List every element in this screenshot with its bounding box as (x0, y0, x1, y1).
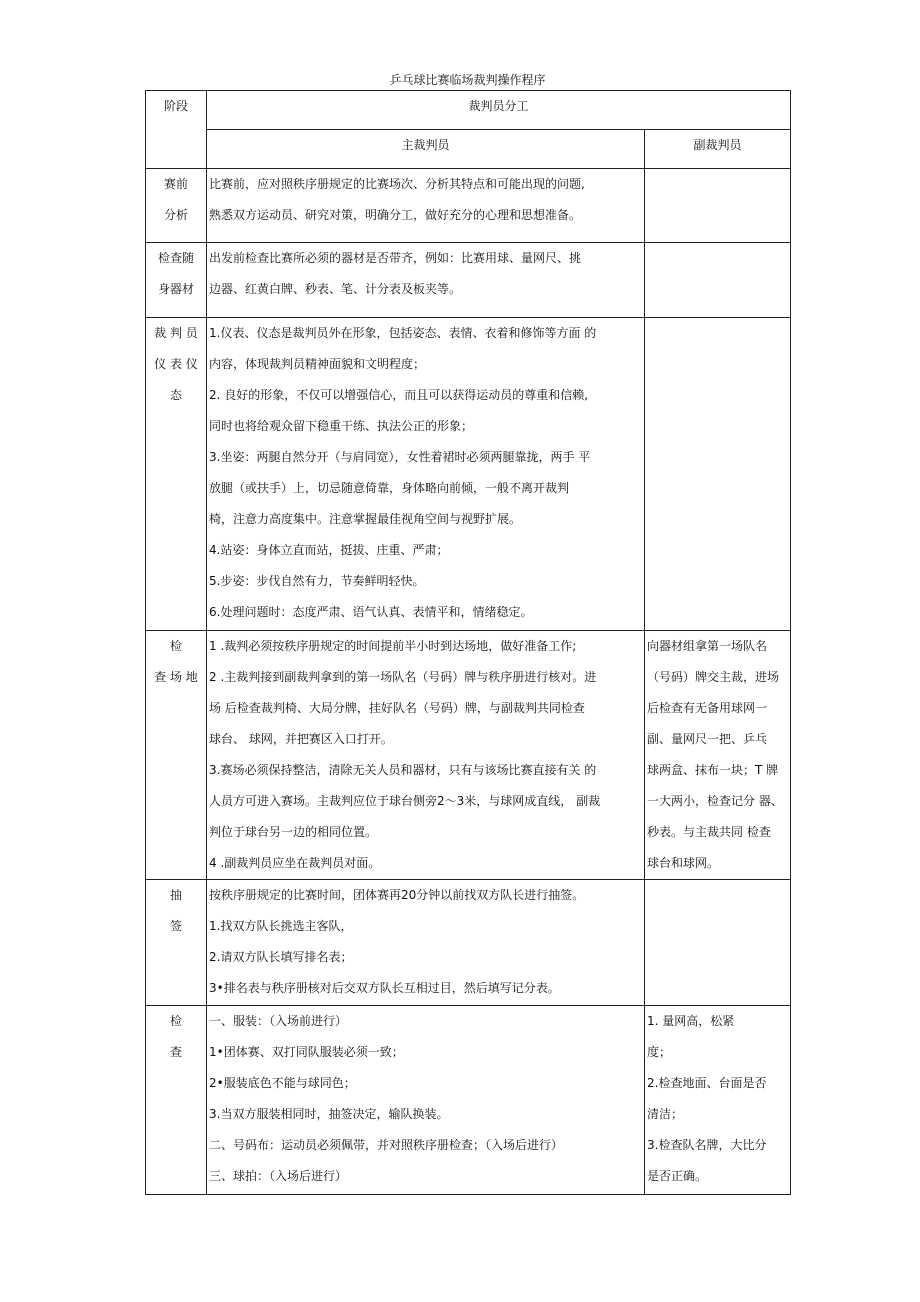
text-line: 一、服装：（入场前进行） (209, 1014, 348, 1028)
assistant-referee-cell (645, 1006, 791, 1195)
text-line: 熟悉双方运动员、研究对策，明确分工，做好充分的心理和思想准备。 (209, 208, 582, 222)
text-line: 3.赛场必须保持整洁，清除无关人员和器材，只有与该场比赛直接有关 的 (209, 763, 597, 777)
text-line: 椅，注意力高度集中。注意掌握最佳视角空间与视野扩展。 (209, 512, 522, 526)
text-line: 3•排名表与秩序册核对后交双方队长互相过目，然后填写记分表。 (209, 981, 560, 995)
stage-line: 态 (169, 388, 182, 402)
text-line: 按秩序册规定的比赛时间，团体赛再20分钟以前找双方队长进行抽签。 (209, 888, 585, 902)
main-referee-cell (207, 631, 645, 880)
text-line: 边器、红黄白牌、秒表、笔、计分表及板夹等。 (209, 282, 462, 296)
text-line: 是否正确。 (647, 1169, 708, 1183)
main-referee-cell (207, 169, 645, 243)
main-referee-cell (207, 880, 645, 1006)
text-line: 3.检查队名牌，大比分 (647, 1138, 767, 1152)
text-line: 一大两小，检查记分 器、 (647, 794, 783, 808)
text-line: 人员方可进入赛场。主裁判应位于球台侧旁2〜3米，与球网成直线， 副裁 (209, 794, 601, 808)
text-line: 向器材组拿第一场队名 (647, 639, 768, 653)
stage-cell (146, 631, 207, 880)
text-line: 清洁； (647, 1107, 684, 1121)
stage-cell (146, 880, 207, 1006)
text-line: 3.当双方服装相同时，抽签决定，输队换装。 (209, 1107, 449, 1121)
stage-line: 检 (169, 1014, 182, 1028)
text-line: 内容，体现裁判员精神面貌和文明程度； (209, 357, 426, 371)
stage-line: 仪 表 仪 (154, 357, 198, 371)
main-referee-cell (207, 243, 645, 318)
text-line: 1. 量网高，松紧 (647, 1014, 735, 1028)
header-division: 裁判员分工 (207, 91, 791, 130)
text-line: 3.坐姿：两腿自然分开（与肩同宽），女性着裙时必须两腿靠拢，两手 平 (209, 450, 591, 464)
stage-cell (146, 243, 207, 318)
table-row (146, 631, 791, 880)
table-row (146, 1006, 791, 1195)
text-line: 1 .裁判必须按秩序册规定的时间提前半小时到达场地，做好准备工作; (209, 639, 577, 653)
stage-line: 检查随 (157, 251, 194, 265)
text-line: 4.站姿：身体立直而站，挺拔、庄重、严肃； (209, 543, 449, 557)
assistant-referee-cell (645, 631, 791, 880)
text-line: 1.找双方队长挑选主客队， (209, 919, 353, 933)
text-line: 二、号码布：运动员必须佩带，并对照秩序册检查；（入场后进行） (209, 1138, 564, 1152)
text-line: 球台和球网。 (647, 856, 720, 870)
text-line: 1•团体赛、双打同队服装必须一致； (209, 1045, 404, 1059)
text-line: 球两盒、抹布一块；T 牌 (647, 763, 779, 777)
text-line: 副、量网尺一把、乒乓 (647, 732, 768, 746)
table-row (146, 880, 791, 1006)
stage-line: 检 (169, 639, 182, 653)
text-line: 5.步姿：步伐自然有力，节奏鲜明轻快。 (209, 574, 425, 588)
text-line: 出发前检查比赛所必须的器材是否带齐，例如：比赛用球、量网尺、挑 (209, 251, 582, 265)
text-line: 2. 良好的形象，不仅可以增强信心，而且可以获得运动员的尊重和信赖, (209, 388, 589, 402)
text-line: （号码）牌交主裁，进场 (647, 670, 780, 684)
stage-line: 签 (169, 919, 182, 933)
assistant-referee-cell (645, 880, 791, 1006)
stage-line: 身器材 (157, 282, 194, 296)
stage-cell (146, 318, 207, 631)
text-line: 度； (647, 1045, 672, 1059)
stage-line: 裁 判 员 (154, 326, 198, 340)
text-line: 4 .副裁判员应坐在裁判员对面。 (209, 856, 381, 870)
table-row (146, 169, 791, 243)
text-line: 1.仪表、仪态是裁判员外在形象，包括姿态、表情、衣着和修饰等方面 的 (209, 326, 597, 340)
header-assistant-referee: 副裁判员 (645, 130, 791, 169)
text-line: 放腿（或扶手）上，切忌随意倚靠，身体略向前倾，一般不离开裁判 (209, 481, 570, 495)
text-line: 后检查有无备用球网一 (647, 701, 768, 715)
text-line: 同时也将给观众留下稳重干练、执法公正的形象； (209, 419, 474, 433)
text-line: 2•服装底色不能与球同色； (209, 1076, 356, 1090)
stage-line: 赛前 (163, 177, 188, 191)
text-line: 场 后检查裁判椅、大局分牌，挂好队名（号码）牌，与副裁判共同检查 (209, 701, 585, 715)
text-line: 球台、 球网，并把赛区入口打开。 (209, 732, 393, 746)
text-line: 比赛前，应对照秩序册规定的比赛场次、分析其特点和可能出现的问题, (209, 177, 585, 191)
table-row (146, 318, 791, 631)
stage-cell (146, 1006, 207, 1195)
assistant-referee-cell (645, 169, 791, 243)
table-row (146, 243, 791, 318)
stage-line: 抽 (169, 888, 182, 902)
stage-line: 查 (169, 1045, 182, 1059)
main-referee-cell (207, 1006, 645, 1195)
assistant-referee-cell (645, 318, 791, 631)
page-title: 乒乓球比赛临场裁判操作程序 (389, 73, 546, 87)
stage-cell (146, 169, 207, 243)
header-main-referee: 主裁判员 (207, 130, 645, 169)
assistant-referee-cell (645, 243, 791, 318)
text-line: 判位于球台另一边的相同位置。 (209, 825, 378, 839)
stage-line: 分析 (163, 208, 188, 222)
procedure-table (145, 90, 791, 1195)
text-line: 2 .主裁判接到副裁判拿到的第一场队名（号码）牌与秩序册进行核对。进 (209, 670, 597, 684)
text-line: 秒表。与主裁共同 检查 (647, 825, 771, 839)
header-stage: 阶段 (146, 91, 207, 169)
text-line: 6.处理问题时：态度严肃、语气认真、表情平和，情绪稳定。 (209, 605, 533, 619)
stage-line: 查 场 地 (154, 670, 198, 684)
text-line: 2.检查地面、台面是否 (647, 1076, 767, 1090)
text-line: 2.请双方队长填写排名表； (209, 950, 353, 964)
main-referee-cell (207, 318, 645, 631)
text-line: 三、球拍：（入场后进行） (209, 1169, 348, 1183)
